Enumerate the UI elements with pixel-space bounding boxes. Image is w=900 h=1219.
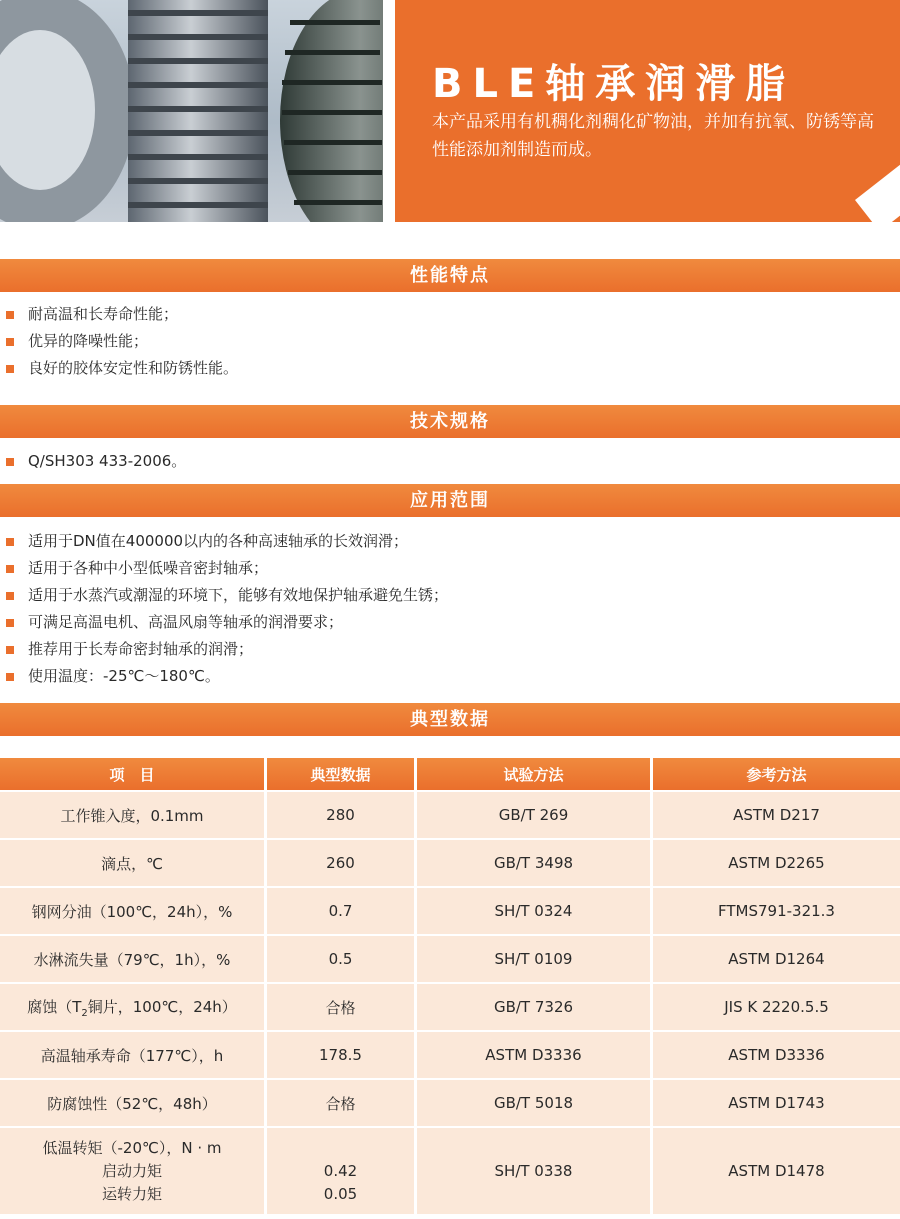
table-row	[0, 1078, 900, 1126]
section-specs-heading: 技术规格	[0, 405, 900, 438]
list-item: 可满足高温电机、高温风扇等轴承的润滑要求；	[0, 609, 448, 636]
product-title: BLE轴承润滑脂	[432, 61, 796, 107]
cell-item: 低温转矩（-20℃），N · m 启动力矩 运转力矩	[0, 1126, 267, 1214]
bullet-square-icon	[6, 673, 14, 681]
cell-test-method: SH/T 0324	[417, 886, 653, 934]
section-typical-data-heading: 典型数据	[0, 703, 900, 736]
bullet-square-icon	[6, 311, 14, 319]
cell-test-method: GB/T 269	[417, 790, 653, 838]
list-item: 推荐用于长寿命密封轴承的润滑；	[0, 636, 448, 663]
section-features-heading: 性能特点	[0, 259, 900, 292]
bullet-square-icon	[6, 646, 14, 654]
column-header-item: 项 目	[0, 758, 267, 790]
cell-test-method: GB/T 7326	[417, 982, 653, 1030]
list-item: 适用于DN值在400000以内的各种高速轴承的长效润滑；	[0, 528, 448, 555]
bullet-square-icon	[6, 458, 14, 466]
column-header-test-method: 试验方法	[417, 758, 653, 790]
cell-reference-method: ASTM D217	[653, 790, 900, 838]
section-applications-heading: 应用范围	[0, 484, 900, 517]
typical-data-table	[0, 758, 900, 1214]
bullet-square-icon	[6, 538, 14, 546]
column-header-value: 典型数据	[267, 758, 417, 790]
cell-test-method: SH/T 0338	[417, 1126, 653, 1214]
cell-test-method: SH/T 0109	[417, 934, 653, 982]
table-row	[0, 934, 900, 982]
cell-test-method: GB/T 3498	[417, 838, 653, 886]
features-list	[0, 301, 238, 382]
bullet-square-icon	[6, 365, 14, 373]
list-item: 适用于水蒸汽或潮湿的环境下，能够有效地保护轴承避免生锈；	[0, 582, 448, 609]
cell-value: 260	[267, 838, 417, 886]
cell-item: 高温轴承寿命（177℃），h	[0, 1030, 267, 1078]
cell-reference-method: ASTM D1264	[653, 934, 900, 982]
cell-value: 0.42 0.05	[267, 1126, 417, 1214]
bullet-square-icon	[6, 565, 14, 573]
bullet-square-icon	[6, 619, 14, 627]
gear-photo	[0, 0, 383, 222]
cell-reference-method: ASTM D1743	[653, 1078, 900, 1126]
product-description: 本产品采用有机稠化剂稠化矿物油，并加有抗氧、防锈等高性能添加剂制造而成。	[432, 112, 874, 160]
list-item: Q/SH303 433-2006。	[0, 448, 186, 475]
specs-list	[0, 448, 186, 475]
list-item: 使用温度：-25℃～180℃。	[0, 663, 448, 690]
applications-list	[0, 528, 448, 690]
bullet-square-icon	[6, 338, 14, 346]
list-item: 良好的胶体安定性和防锈性能。	[0, 355, 238, 382]
cell-value: 280	[267, 790, 417, 838]
cell-item: 滴点，℃	[0, 838, 267, 886]
cell-item: 工作锥入度，0.1mm	[0, 790, 267, 838]
cell-reference-method: ASTM D1478	[653, 1126, 900, 1214]
cell-test-method: GB/T 5018	[417, 1078, 653, 1126]
table-row	[0, 838, 900, 886]
cell-item: 水淋流失量（79℃，1h），%	[0, 934, 267, 982]
cell-test-method: ASTM D3336	[417, 1030, 653, 1078]
bullet-square-icon	[6, 592, 14, 600]
list-item: 耐高温和长寿命性能；	[0, 301, 238, 328]
gear-illustration	[0, 0, 383, 222]
table-row	[0, 1126, 900, 1214]
cell-value: 0.5	[267, 934, 417, 982]
list-item: 适用于各种中小型低噪音密封轴承；	[0, 555, 448, 582]
cell-value: 0.7	[267, 886, 417, 934]
table-row	[0, 886, 900, 934]
cell-reference-method: FTMS791-321.3	[653, 886, 900, 934]
table-row	[0, 1030, 900, 1078]
cell-item: 防腐蚀性（52℃，48h）	[0, 1078, 267, 1126]
cell-value: 合格	[267, 982, 417, 1030]
cell-item: 钢网分油（100℃，24h），%	[0, 886, 267, 934]
cell-reference-method: JIS K 2220.5.5	[653, 982, 900, 1030]
table-row	[0, 790, 900, 838]
column-header-reference-method: 参考方法	[653, 758, 900, 790]
cell-item: 腐蚀（$T_2$铜片，100℃，24h）	[0, 982, 267, 1030]
table-header-row	[0, 758, 900, 790]
cell-reference-method: ASTM D2265	[653, 838, 900, 886]
cell-reference-method: ASTM D3336	[653, 1030, 900, 1078]
cell-value: 178.5	[267, 1030, 417, 1078]
cell-value: 合格	[267, 1078, 417, 1126]
list-item: 优异的降噪性能；	[0, 328, 238, 355]
table-row	[0, 982, 900, 1030]
